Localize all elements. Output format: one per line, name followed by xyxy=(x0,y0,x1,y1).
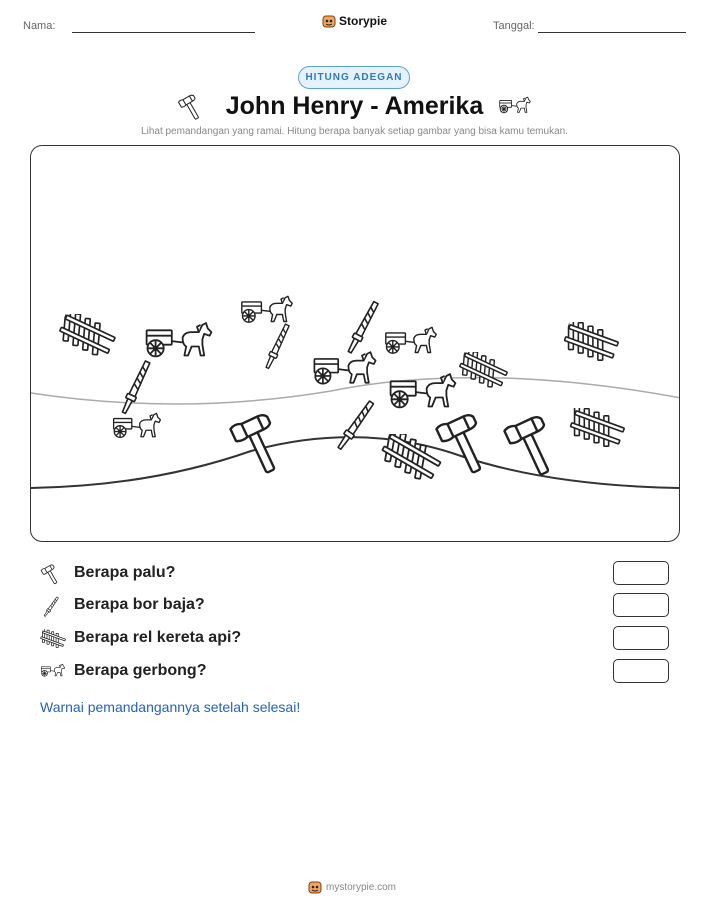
hammer-icon xyxy=(229,410,289,482)
drill-icon xyxy=(115,358,155,420)
answer-box-drill[interactable] xyxy=(613,593,669,617)
footer-site[interactable]: mystorypie.com xyxy=(326,881,397,893)
drill-icon xyxy=(257,320,297,374)
coloring-instruction: Warnai pemandangannya setelah selesai! xyxy=(40,699,301,715)
rail-track-icon xyxy=(40,629,66,651)
answer-box-rail[interactable] xyxy=(613,626,669,650)
drill-icon xyxy=(40,596,62,618)
question-text: Berapa gerbong? xyxy=(74,662,207,679)
header-row xyxy=(0,14,709,42)
rail-track-icon xyxy=(568,408,628,448)
hammer-icon xyxy=(435,410,495,482)
drill-icon xyxy=(329,392,381,460)
answer-box-hammer[interactable] xyxy=(613,561,669,585)
storypie-logo-icon xyxy=(308,880,322,894)
rail-track-icon xyxy=(59,314,117,356)
activity-badge: HITUNG ADEGAN xyxy=(298,66,410,89)
question-hammer xyxy=(40,561,680,587)
date-line[interactable] xyxy=(538,32,686,33)
name-label: Nama: xyxy=(23,20,56,32)
brand-logo xyxy=(322,14,387,28)
page-subtitle: Lihat pemandangan yang ramai. Hitung berapa banyak setiap gambar yang bisa kamu temukan. xyxy=(141,126,568,137)
horse-wagon-icon xyxy=(40,662,66,682)
question-text: Berapa rel kereta api? xyxy=(74,629,242,646)
storypie-logo-icon xyxy=(322,14,336,28)
answer-box-wagon[interactable] xyxy=(613,659,669,683)
question-text: Berapa bor baja? xyxy=(74,596,205,613)
question-rail xyxy=(40,626,680,652)
page-title: John Henry - Amerika xyxy=(225,92,484,120)
footer xyxy=(308,880,396,894)
name-line[interactable] xyxy=(72,32,255,33)
hammer-icon xyxy=(40,564,62,586)
question-text: Berapa palu? xyxy=(74,564,176,581)
question-drill xyxy=(40,593,680,619)
horse-wagon-icon xyxy=(498,94,532,118)
horse-wagon-icon xyxy=(383,322,439,362)
rail-track-icon xyxy=(459,352,509,388)
rail-track-icon xyxy=(381,434,443,480)
brand-name: Storypie xyxy=(339,14,388,28)
rail-track-icon xyxy=(564,322,620,362)
hammer-icon xyxy=(503,412,563,484)
counting-scene xyxy=(30,145,680,542)
question-wagon xyxy=(40,659,680,685)
drill-icon xyxy=(340,294,384,364)
date-label: Tanggal: xyxy=(493,20,535,32)
